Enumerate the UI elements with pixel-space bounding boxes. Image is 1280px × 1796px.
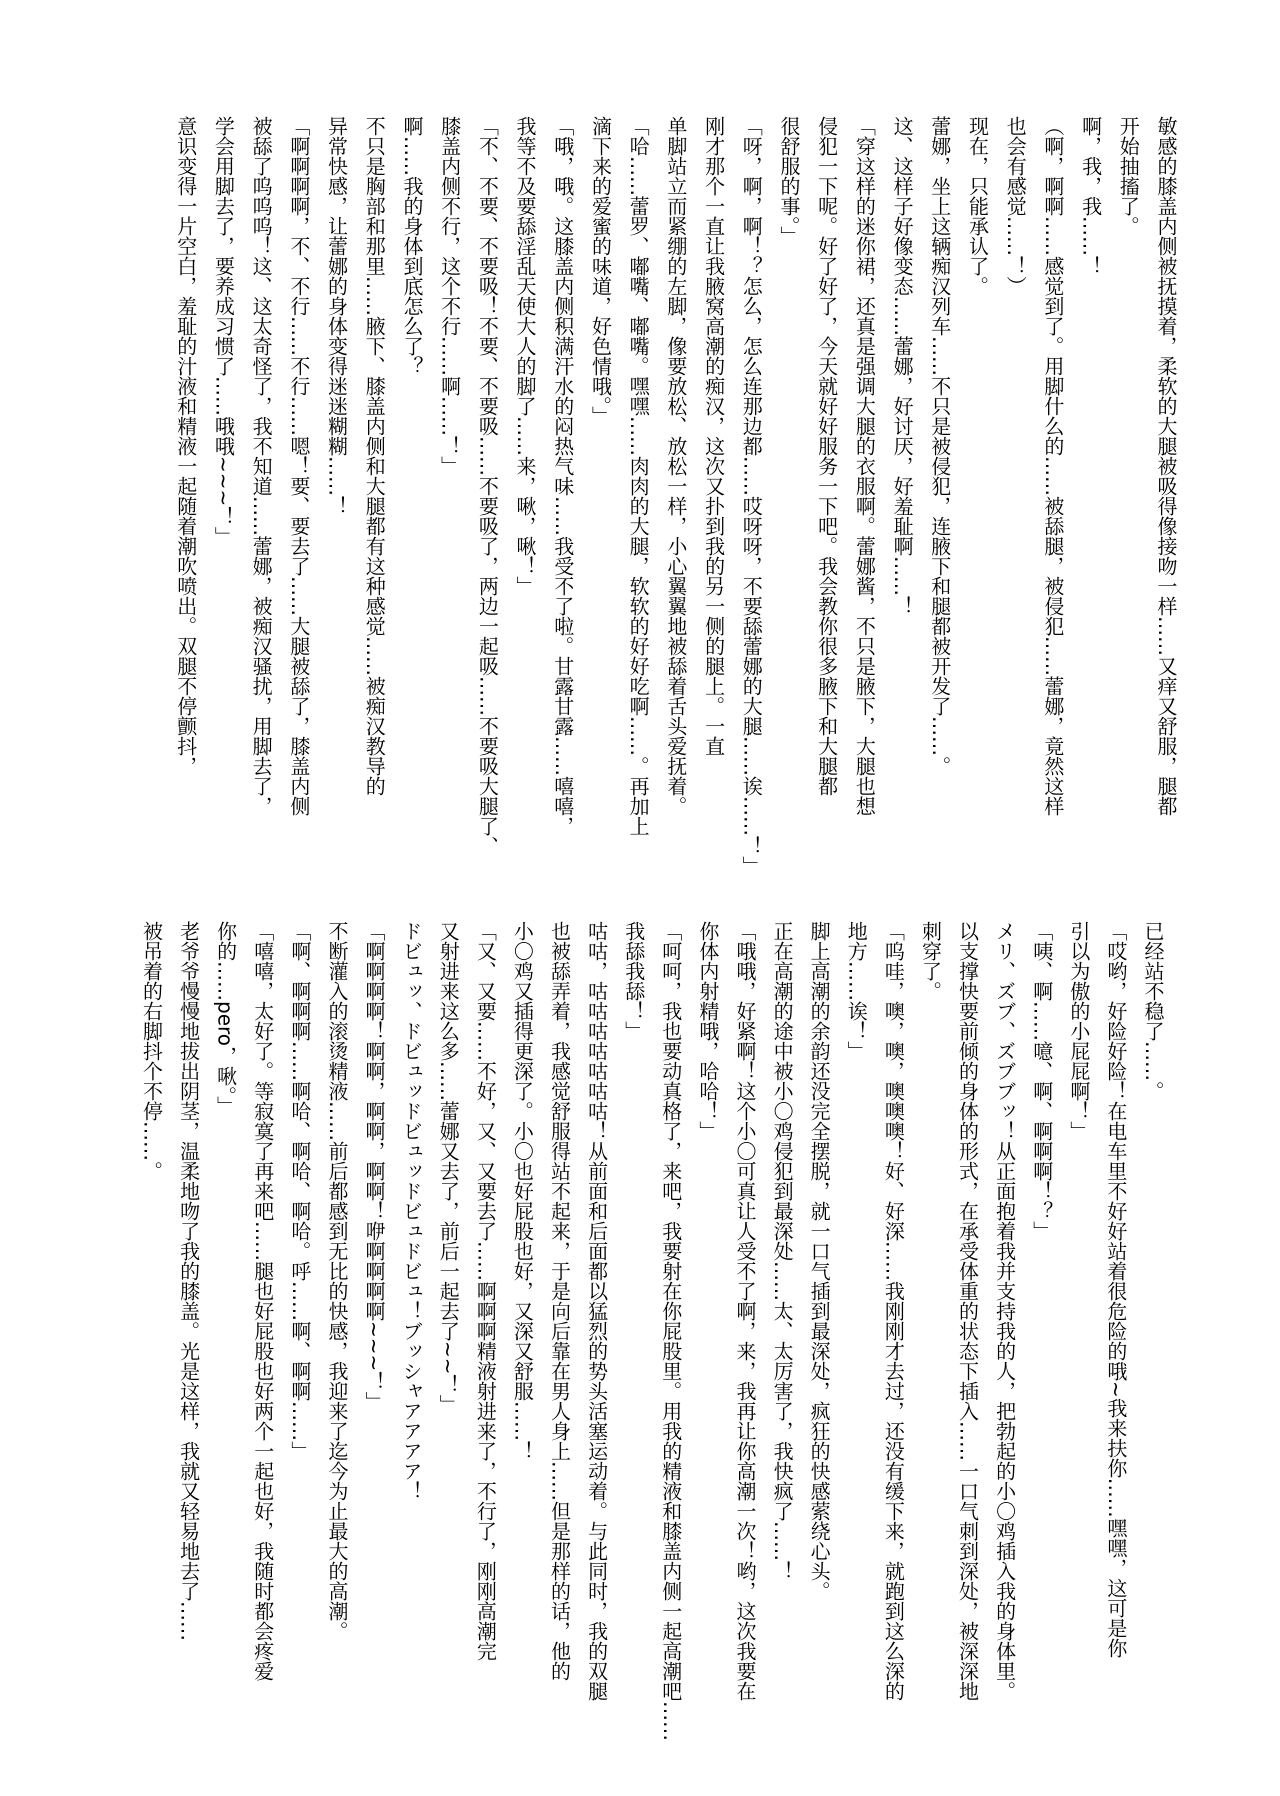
text-line: 也被舔弄着，我感觉舒服得站不起来，于是向后靠在男人身上……但是那样的话，他的 — [547, 921, 572, 1681]
text-line: 又射进来这么多……蕾娜又去了，前后一起去了~~！」 — [436, 921, 461, 1415]
text-line: 现在，只能承认了。 — [965, 116, 990, 296]
text-line: 正在高潮的途中被小〇鸡侵犯到最深处……太、太厉害了，我快疯了……！ — [770, 921, 795, 1581]
text-line: 「穿这样的迷你裙，还真是强调大腿的衣服啊。蕾娜酱，不只是腋下，大腿也想 — [852, 116, 877, 816]
text-line: 被吊着的右脚抖个不停……。 — [139, 921, 164, 1181]
text-line: 「啊、啊啊啊……啊哈、啊哈、啊哈。呼……啊、啊啊……」 — [287, 921, 312, 1461]
text-line: 老爷爷慢慢地拔出阴茎，温柔地吻了我的膝盖。光是这样，我就又轻易地去了…… — [176, 921, 201, 1641]
lower-text-block — [132, 921, 1171, 1741]
text-line: 我舔我舔！」 — [621, 921, 646, 1041]
text-line: 蕾娜，坐上这辆痴汉列车……不只是被侵犯，连腋下和腿都被开发了……。 — [927, 116, 952, 776]
upper-text-block — [166, 116, 1184, 876]
text-line: 侵犯一下呢。好了好了，今天就好好服务一下吧。我会教你很多腋下和大腿都 — [814, 116, 839, 796]
text-line: 「呵呵，我也要动真格了，来吧，我要射在你屁股里。用我的精液和膝盖内侧一起高潮吧…… — [658, 921, 683, 1741]
text-line: メリ、ズブ、ズブブッ！从正面抱着我并支持我的人，把勃起的小〇鸡插入我的身体里。 — [992, 921, 1017, 1701]
text-line: 以支撑快要前倾的身体的形式，在承受体重的状态下插入……一口气刺到深处，被深深地 — [955, 921, 980, 1701]
text-line: 「啊啊啊啊，不、不行……不行……嗯！要、要去了……大腿被舔了，膝盖内侧 — [286, 116, 311, 816]
text-line: 开始抽搐了。 — [1116, 116, 1141, 236]
text-line: 不断灌入的滚烫精液……前后都感到无比的快感，我迎来了迄今为止最大的高潮。 — [324, 921, 349, 1641]
text-line: ドビュッ、ドビュッドビュッドビュドビュ！ブッシャアアアア！ — [399, 921, 424, 1501]
text-line: 啊……我的身体到底怎么了？ — [399, 116, 424, 376]
text-line: 啊，我，我……！ — [1078, 116, 1103, 276]
text-line: 「呜哇，噢，噢，噢噢噢！好、好深……我刚刚才去过，还没有缓下来，就跑到这么深的 — [881, 921, 906, 1701]
text-line: 刺穿了。 — [918, 921, 943, 1001]
text-line: 滴下来的爱蜜的味道，好色情哦。」 — [588, 116, 613, 426]
text-line: 单脚站立而紧绷的左脚，像要放松、放松一样，小心翼翼地被舔着舌头爱抚着。 — [663, 116, 688, 816]
text-line: 「咦、啊……噫、啊、啊啊啊！？」 — [1029, 921, 1054, 1241]
text-line: 这、这样子好像变态……蕾娜，好讨厌，好羞耻啊……！ — [890, 116, 915, 616]
text-line: 「不、不要、不要吸！不要、不要吸……不要吸了，两边一起吸……不要吸大腿了、 — [475, 116, 500, 856]
text-line: 「哦哦，好紧啊！这个小〇可真让人受不了啊，来，我再让你高潮一次！哟，这次我要在 — [732, 921, 757, 1701]
text-line: 引以为傲的小屁屁啊！」 — [1066, 921, 1091, 1141]
text-line: 脚上高潮的余韵还没完全摆脱，就一口气插到最深处，疯狂的快感萦绕心头。 — [807, 921, 832, 1601]
text-line: 刚才那个一直让我腋窝高潮的痴汉，这次又扑到我的另一侧的腿上。一直 — [701, 116, 726, 756]
text-line: 咕咕，咕咕咕咕咕咕咕！从前面和后面都以猛烈的势头活塞运动着。与此同时，我的双腿 — [584, 921, 609, 1701]
text-line: 地方……诶！」 — [844, 921, 869, 1061]
text-line: 「哎哟，好险好险！在电车里不好好站着很危险的哦~我来扶你……嘿嘿，这可是你 — [1103, 921, 1128, 1658]
text-line: 意识变得一片空白，羞耻的汁液和精液一起随着潮吹喷出。双腿不停颤抖， — [173, 116, 198, 776]
text-line: 也会有感觉……！） — [1003, 116, 1028, 296]
text-line: 「啊啊啊啊！啊啊，啊啊，啊啊！咿啊啊啊啊~~~！」 — [362, 921, 387, 1412]
text-line: （啊，啊啊……感觉到了。用脚什么的……被舔腿，被侵犯……蕾娜，竟然这样 — [1040, 116, 1065, 816]
text-line: 「嘻嘻，太好了。等寂寞了再来吧……腿也好屁股也好两个一起也好，我随时都会疼爱 — [250, 921, 275, 1681]
text-line: 小〇鸡又插得更深了。小〇也好屁股也好，又深又舒服……！ — [510, 921, 535, 1461]
text-line: 异常快感，让蕾娜的身体变得迷迷糊糊……！ — [324, 116, 349, 516]
text-line: 你的……pero，啾。」 — [213, 921, 238, 1117]
text-line: 「呀，啊，啊！？怎么，怎么连那边都……哎呀呀，不要舔蕾娜的大腿……诶……！」 — [739, 116, 764, 876]
text-line: 膝盖内侧不行，这个不行……啊……！」 — [437, 116, 462, 476]
text-line: 已经站不稳了……。 — [1141, 921, 1165, 1101]
text-line: 被舔了呜呜呜！这、这太奇怪了，我不知道……蕾娜，被痴汉骚扰，用脚去了， — [249, 116, 274, 816]
text-line: 「哦，哦。这膝盖内侧积满汗水的闷热气味……我受不了啦。甘露甘露……嘻嘻， — [550, 116, 575, 836]
text-line: 你体内射精哦，哈哈！」 — [695, 921, 720, 1141]
text-line: 很舒服的事。」 — [776, 116, 801, 246]
text-line: 「又、又要……不好，又、又要去了……啊啊啊精液射进来了，不行了，刚刚高潮完 — [473, 921, 498, 1661]
text-line: 敏感的膝盖内侧被抚摸着，柔软的大腿被吸得像接吻一样……又痒又舒服，腿都 — [1154, 116, 1178, 816]
text-line: 学会用脚去了，要养成习惯了……哦哦~~~！」 — [211, 116, 236, 547]
text-line: 不只是胸部和那里……腋下、膝盖内侧和大腿都有这种感觉……被痴汉教导的 — [362, 116, 387, 796]
text-line: 我等不及要舔淫乱天使大人的脚了……来，啾，啾！」 — [513, 116, 538, 596]
text-line: 「哈……蕾罗、嘟嘴、嘟嘴。嘿嘿……肉肉的大腿，软软的好好吃啊……。再加上 — [626, 116, 651, 836]
